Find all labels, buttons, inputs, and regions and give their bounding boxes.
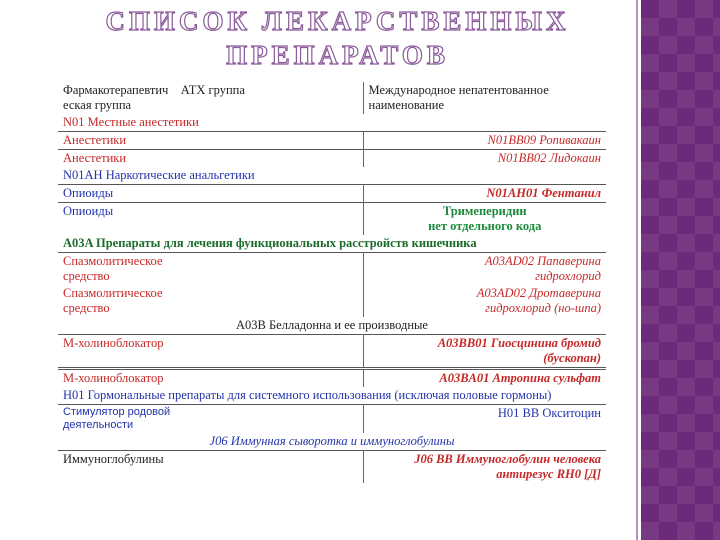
- table-group-row: [58, 167, 606, 185]
- row-pharm-group: Анестетики: [58, 150, 363, 168]
- row-pharm-group: Опиоиды: [58, 185, 363, 203]
- table-header-row: [58, 82, 606, 114]
- table-row: [58, 405, 606, 434]
- row-inn: [363, 285, 606, 317]
- row-inn: [363, 253, 606, 286]
- row-pharm-group-line2: средство: [63, 269, 110, 283]
- decorative-side-panel: [641, 0, 720, 540]
- row-inn: [363, 451, 606, 484]
- row-inn: A03BA01 Атропина сульфат: [363, 369, 606, 388]
- row-pharm-group-line1: Стимулятор родовой: [63, 406, 171, 418]
- row-inn: N01BB02 Лидокаин: [363, 150, 606, 168]
- row-inn: N01AH01 Фентанил: [363, 185, 606, 203]
- group-label: A03B Белладонна и ее производные: [236, 318, 428, 332]
- table-group-row: [58, 114, 606, 132]
- row-inn-line1: A03BB01 Гиосцинина бромид: [437, 336, 601, 350]
- table-row: [58, 150, 606, 168]
- row-inn-line2: антирезус RH0 [Д]: [496, 467, 601, 481]
- row-pharm-group: [58, 285, 363, 317]
- row-pharm-group: Опиоиды: [58, 203, 363, 236]
- side-divider: [636, 0, 638, 540]
- page-title-line-1: СПИСОК ЛЕКАРСТВЕННЫХ: [105, 6, 570, 36]
- table-row: [58, 369, 606, 388]
- row-pharm-group: Анестетики: [58, 132, 363, 150]
- row-pharm-group: Иммуноглобулины: [58, 451, 363, 484]
- table-group-row: [58, 387, 606, 405]
- table-row: [58, 185, 606, 203]
- header-pharm-group-line2: еская группа: [63, 98, 132, 112]
- table-row: [58, 253, 606, 286]
- row-inn-line1: J06 BB Иммуноглобулин человека: [414, 452, 601, 466]
- header-inn: Международное непатентованное наименование: [368, 83, 549, 112]
- table-row: [58, 203, 606, 236]
- group-label: N01 Местные анестетики: [63, 115, 199, 129]
- table-group-row: [58, 235, 606, 253]
- group-label: A03A Препараты для лечения функциональных расстройств кишечника: [63, 236, 477, 250]
- header-pharm-group: [58, 82, 363, 114]
- group-label: J06 Иммунная сыворотка и иммуноглобулины: [209, 434, 455, 448]
- row-inn-line1: A03AD02 Дротаверина: [476, 286, 601, 300]
- row-pharm-group: [58, 253, 363, 286]
- header-pharm-group-line1: Фармакотерапевтич: [63, 83, 169, 97]
- row-inn: H01 BB Окситоцин: [363, 405, 606, 434]
- row-inn-line2: гидрохлорид: [535, 269, 601, 283]
- row-inn-line1: Тримеперидин: [442, 204, 527, 218]
- row-pharm-group-line2: средство: [63, 301, 110, 315]
- table-group-row: [58, 317, 606, 335]
- row-pharm-group-line1: Спазмолитическое: [63, 286, 163, 300]
- row-pharm-group: М-холиноблокатор: [58, 369, 363, 388]
- row-pharm-group-line1: Спазмолитическое: [63, 254, 163, 268]
- row-inn-line2: (бускопан): [543, 351, 601, 365]
- table-group-row: [58, 433, 606, 451]
- table-row: [58, 132, 606, 150]
- header-atx-group: АТХ группа: [180, 83, 245, 97]
- table-row: [58, 285, 606, 317]
- table-row: [58, 335, 606, 369]
- table-row: [58, 451, 606, 484]
- row-inn-line1: A03AD02 Папаверина: [484, 254, 601, 268]
- row-inn: [363, 335, 606, 369]
- row-pharm-group: М-холиноблокатор: [58, 335, 363, 369]
- group-label: N01AH Наркотические анальгетики: [63, 168, 255, 182]
- row-inn-line2: нет отдельного кода: [428, 219, 542, 233]
- row-inn-line2: гидрохлорид (но-шпа): [485, 301, 601, 315]
- row-pharm-group-line2: деятельности: [63, 419, 134, 431]
- group-label: H01 Гормональные препараты для системного использования (исключая половые гормоны): [63, 388, 552, 402]
- row-inn: [363, 203, 606, 236]
- row-pharm-group: [58, 405, 363, 434]
- row-inn: N01BB09 Ропивакаин: [363, 132, 606, 150]
- drug-list-table: [58, 82, 606, 483]
- page-title-line-2: ПРЕПАРАТОВ: [226, 40, 449, 70]
